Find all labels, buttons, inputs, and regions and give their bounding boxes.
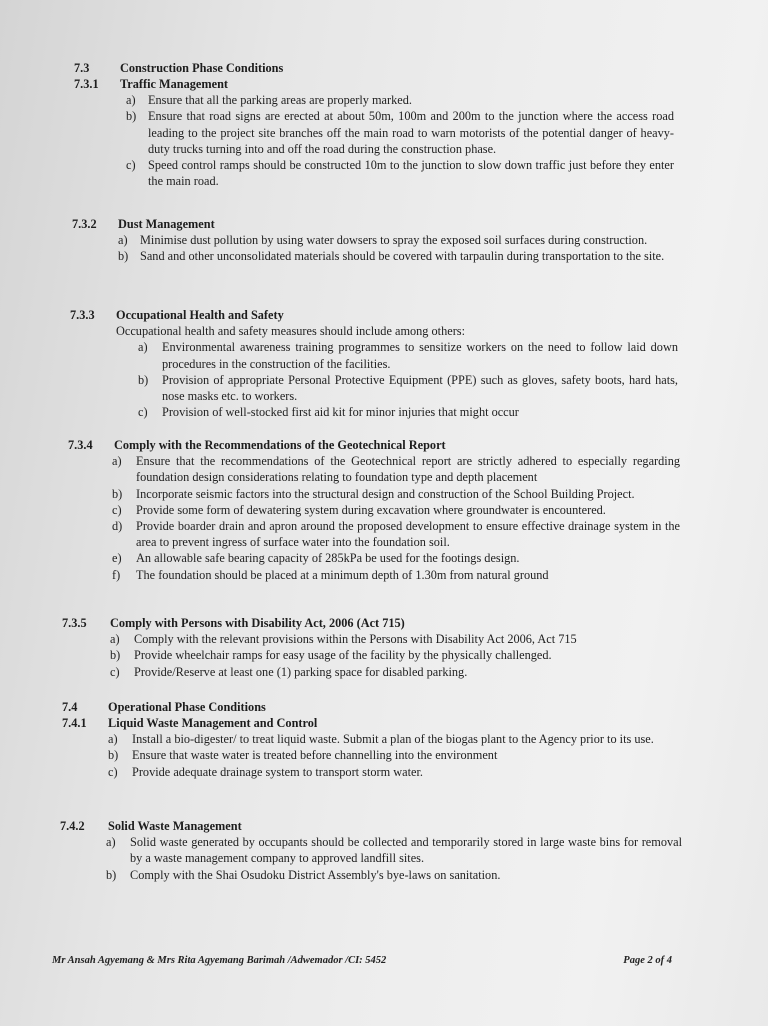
item-text: An allowable safe bearing capacity of 285kPa be used for the footings design. — [136, 551, 520, 566]
item-text: Ensure that road signs are erected at about 50m, 100m and 200m to the junction where the access road leading to the project site branches off the main road to warn motorists of the potential danger of heavy-duty trucks turning into and off the road during the construction phase. — [148, 109, 674, 156]
section-intro: Occupational health and safety measures should include among others: — [116, 324, 465, 339]
item-label: b) — [138, 372, 149, 387]
section-number: 7.4 — [62, 700, 78, 714]
list-item — [106, 867, 682, 883]
page-number: Page 2 of 4 — [623, 955, 672, 966]
section-7-3-5 — [0, 615, 768, 680]
section-number: 7.3 — [74, 61, 90, 75]
section-heading — [0, 818, 768, 834]
item-label: b) — [108, 748, 119, 763]
section-title: Construction Phase Conditions — [120, 61, 284, 75]
section-heading — [0, 615, 768, 631]
item-label: c) — [108, 764, 118, 779]
section-7-3-3 — [0, 307, 768, 420]
list-item — [108, 747, 682, 763]
list-item — [110, 664, 680, 680]
section-7-3-2 — [0, 216, 768, 265]
item-label: b) — [112, 486, 123, 501]
list-item — [112, 486, 680, 502]
item-text: Speed control ramps should be constructed 10m to the junction to slow down traffic just before they enter the main road. — [148, 158, 674, 189]
section-heading — [0, 307, 768, 323]
item-label: d) — [112, 519, 123, 533]
item-label: a) — [112, 454, 122, 469]
section-heading — [0, 437, 768, 453]
list-item — [126, 157, 674, 189]
list-item — [106, 834, 682, 866]
section-title: Dust Management — [118, 217, 215, 231]
section-intro-row — [0, 323, 768, 339]
item-label: c) — [112, 502, 122, 517]
item-label: a) — [106, 835, 116, 850]
item-label: c) — [126, 158, 136, 172]
footer-reference: Mr Ansah Agyemang & Mrs Rita Agyemang Barimah /Adwemador /CI: 5452 — [52, 955, 387, 966]
list-item — [110, 631, 680, 647]
item-text: Provide adequate drainage system to transport storm water. — [132, 764, 423, 779]
list-item — [118, 232, 674, 248]
section-7-3-4 — [0, 437, 768, 583]
list-item — [108, 731, 682, 747]
item-label: b) — [106, 867, 117, 882]
list-item — [108, 764, 682, 780]
section-title: Comply with the Recommendations of the Geotechnical Report — [114, 438, 446, 452]
list-item — [118, 248, 674, 264]
item-text: Comply with the Shai Osudoku District Assembly's bye-laws on sanitation. — [130, 867, 501, 882]
list-item — [138, 372, 678, 404]
section-number: 7.3.1 — [74, 77, 99, 91]
list-item — [126, 108, 674, 157]
section-number: 7.4.2 — [60, 819, 85, 833]
item-label: e) — [112, 551, 122, 566]
item-list — [112, 453, 680, 583]
section-title: Liquid Waste Management and Control — [108, 716, 318, 730]
section-number: 7.3.3 — [70, 308, 95, 322]
section-heading — [0, 699, 768, 715]
item-text: Provide wheelchair ramps for easy usage of the facility by the physically challenged. — [134, 648, 552, 663]
item-list — [106, 834, 682, 883]
item-label: f) — [112, 567, 121, 582]
section-7-4-2 — [0, 818, 768, 883]
section-title: Comply with Persons with Disability Act, 2006 (Act 715) — [110, 616, 405, 630]
list-item — [112, 567, 680, 583]
item-list — [126, 92, 674, 189]
section-number: 7.4.1 — [62, 716, 87, 730]
item-list — [110, 631, 680, 680]
item-label: b) — [118, 249, 129, 264]
item-text: Provision of appropriate Personal Protective Equipment (PPE) such as gloves, safety boots, hard hats, nose masks etc. to workers. — [162, 372, 678, 403]
item-text: The foundation should be placed at a minimum depth of 1.30m from natural ground — [136, 567, 549, 582]
item-label: a) — [110, 632, 120, 647]
item-label: a) — [126, 93, 136, 108]
item-text: Provision of well-stocked first aid kit for minor injuries that might occur — [162, 405, 519, 420]
section-number: 7.3.4 — [68, 438, 93, 452]
section-number: 7.3.5 — [62, 616, 87, 630]
list-item — [138, 404, 678, 420]
item-text: Incorporate seismic factors into the structural design and construction of the School Building Project. — [136, 486, 635, 501]
item-label: c) — [110, 664, 120, 679]
item-text: Provide boarder drain and apron around the proposed development to ensure effective drainage system in the area to prevent ingress of surface water into the foundation soil. — [136, 519, 680, 550]
section-title: Operational Phase Conditions — [108, 700, 266, 714]
section-title: Solid Waste Management — [108, 819, 242, 833]
section-7-3-1 — [0, 76, 768, 189]
item-list — [118, 232, 674, 264]
list-item — [112, 518, 680, 550]
item-label: b) — [110, 648, 121, 663]
item-text: Ensure that the recommendations of the Geotechnical report are strictly adhered to especially regarding foundation design considerations relating to foundation type and depth placement — [136, 454, 680, 485]
item-text: Provide some form of dewatering system during excavation where groundwater is encountered. — [136, 502, 606, 517]
item-label: a) — [118, 233, 128, 248]
section-title: Occupational Health and Safety — [116, 308, 284, 322]
section-heading — [0, 76, 768, 92]
section-heading — [0, 60, 768, 76]
section-7-4-1 — [0, 715, 768, 780]
list-item — [110, 647, 680, 663]
item-text: Ensure that all the parking areas are properly marked. — [148, 93, 412, 108]
item-text: Sand and other unconsolidated materials should be covered with tarpaulin during transportation to the site. — [140, 249, 665, 264]
section-heading — [0, 715, 768, 731]
item-text: Comply with the relevant provisions within the Persons with Disability Act 2006, Act 715 — [134, 632, 577, 647]
item-text: Minimise dust pollution by using water dowsers to spray the exposed soil surfaces during construction. — [140, 233, 648, 248]
item-text: Ensure that waste water is treated before channelling into the environment — [132, 748, 498, 763]
item-text: Install a bio-digester/ to treat liquid waste. Submit a plan of the biogas plant to the Agency prior to its use. — [132, 732, 654, 747]
section-heading — [0, 216, 768, 232]
section-title: Traffic Management — [120, 77, 229, 91]
item-list — [138, 339, 678, 420]
item-label: c) — [138, 405, 148, 420]
section-7-3 — [0, 60, 768, 76]
list-item — [138, 339, 678, 371]
item-text: Provide/Reserve at least one (1) parking space for disabled parking. — [134, 664, 468, 679]
section-number: 7.3.2 — [72, 217, 97, 231]
section-7-4 — [0, 699, 768, 715]
item-label: a) — [138, 340, 148, 355]
list-item — [112, 453, 680, 485]
list-item — [126, 92, 674, 108]
list-item — [112, 550, 680, 566]
item-text: Environmental awareness training programmes to sensitize workers on the need to follow laid down procedures in the construction of the facilities. — [162, 340, 678, 371]
list-item — [112, 502, 680, 518]
item-text: Solid waste generated by occupants should be collected and temporarily stored in large waste bins for removal by a waste management company to approved landfill sites. — [130, 835, 682, 866]
item-list — [108, 731, 682, 780]
item-label: a) — [108, 732, 118, 747]
item-label: b) — [126, 109, 137, 124]
